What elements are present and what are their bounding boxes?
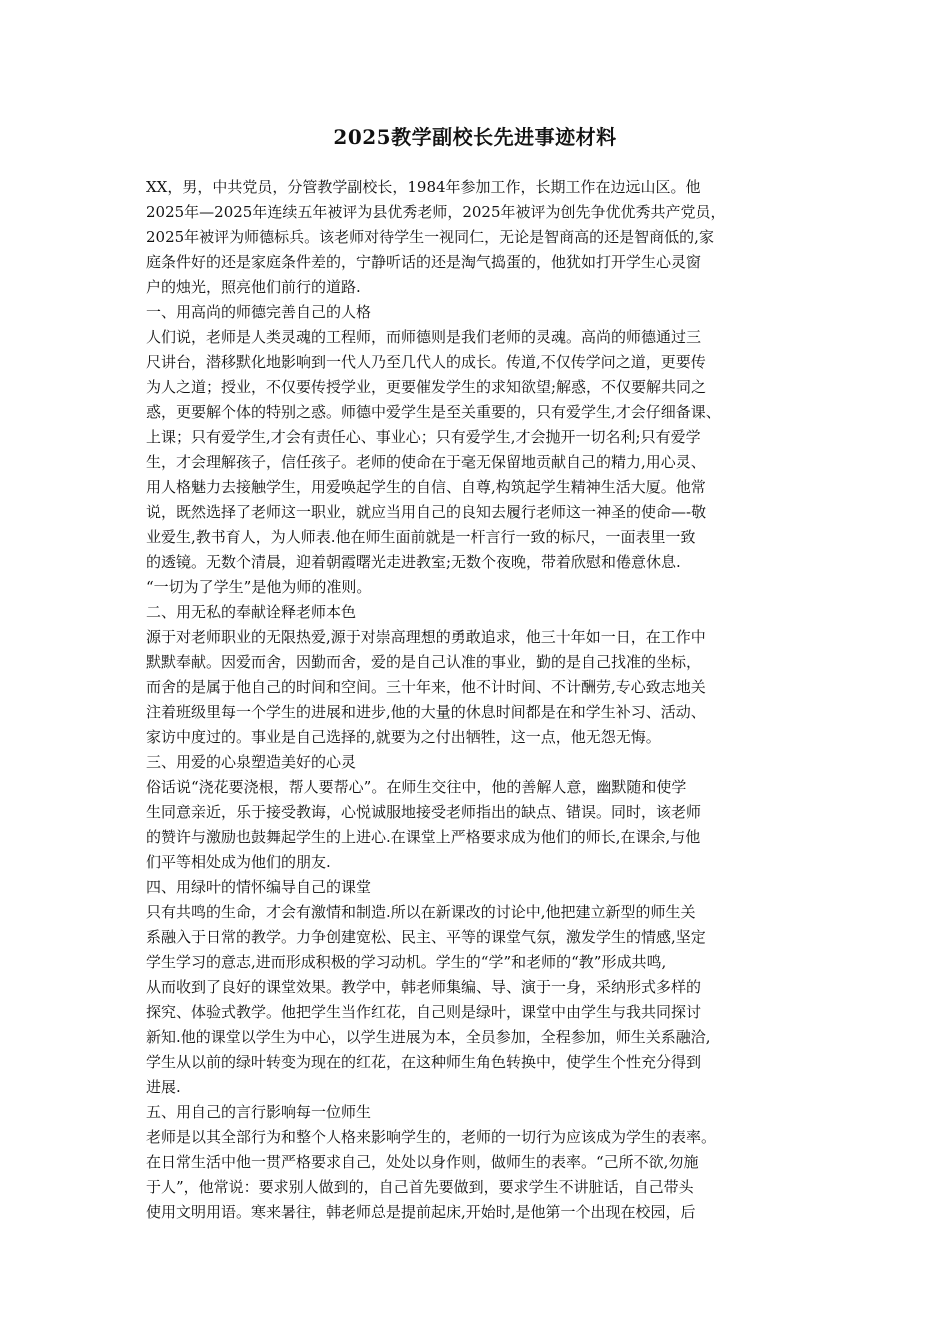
body-line: 2025年被评为师德标兵。该老师对待学生一视同仁，无论是智商高的还是智商低的,家 (146, 228, 714, 246)
body-line: 尺讲台，潜移默化地影响到一代人乃至几代人的成长。传道,不仅传学问之道，更要传 (146, 353, 706, 371)
body-line: 一、用高尚的师德完善自己的人格 (146, 303, 372, 321)
document-body (146, 175, 810, 1225)
body-line: 默默奉献。因爱而舍，因勤而舍，爱的是自己认准的事业，勤的是自己找准的坐标， (146, 653, 702, 671)
body-line: “一切为了学生”是他为师的准则。 (146, 578, 372, 596)
body-line: 人们说，老师是人类灵魂的工程师，而师德则是我们老师的灵魂。高尚的师德通过三 (146, 328, 702, 346)
body-line: XX，男，中共党员，分管教学副校长，1984年参加工作，长期工作在边远山区。他 (146, 178, 701, 196)
body-line: 新知.他的课堂以学生为中心，以学生进展为本，全员参加，全程参加，师生关系融洽, (146, 1028, 711, 1046)
body-line: 们平等相处成为他们的朋友. (146, 853, 331, 871)
body-line: 为人之道；授业，不仅要传授学业，更要催发学生的求知欲望;解惑，不仅要解共同之 (146, 378, 707, 396)
body-line: 生同意亲近，乐于接受教诲，心悦诚服地接受老师指出的缺点、错误。同时，该老师 (146, 803, 702, 821)
body-line: 从而收到了良好的课堂效果。教学中，韩老师集编、导、演于一身，采纳形式多样的 (146, 978, 702, 996)
document-title: 2025教学副校长先进事迹材料 (333, 125, 617, 149)
body-line: 学生从以前的绿叶转变为现在的红花，在这种师生角色转换中，使学生个性充分得到 (146, 1053, 702, 1071)
body-line: 进展. (146, 1078, 181, 1096)
body-line: 庭条件好的还是家庭条件差的，宁静听话的还是淘气捣蛋的，他犹如打开学生心灵窗 (146, 253, 702, 271)
body-line: 业爱生,教书育人，为人师表.他在师生面前就是一杆言行一致的标尺，一面表里一致 (146, 528, 696, 546)
body-line: 系融入于日常的教学。力争创建宽松、民主、平等的课堂气氛，激发学生的情感,坚定 (146, 928, 706, 946)
body-line: 源于对老师职业的无限热爱,源于对崇高理想的勇敢追求，他三十年如一日，在工作中 (146, 628, 706, 646)
body-line: 五、用自己的言行影响每一位师生 (146, 1103, 372, 1121)
body-line: 使用文明用语。寒来暑往，韩老师总是提前起床,开始时,是他第一个出现在校园，后 (146, 1203, 696, 1221)
body-line: 说，既然选择了老师这一职业，就应当用自己的良知去履行老师这一神圣的使命—-敬 (146, 503, 707, 521)
body-line: 四、用绿叶的情怀编导自己的课堂 (146, 878, 372, 896)
body-line: 用人格魅力去接触学生，用爱唤起学生的自信、自尊,构筑起学生精神生活大厦。他常 (146, 478, 706, 496)
body-line: 注着班级里每一个学生的进展和进步,他的大量的休息时间都是在和学生补习、活动、 (146, 703, 706, 721)
body-line: 上课；只有爱学生,才会有责任心、事业心；只有爱学生,才会抛开一切名利;只有爱学 (146, 428, 701, 446)
body-line: 老师是以其全部行为和整个人格来影响学生的，老师的一切行为应该成为学生的表率。 (146, 1128, 717, 1146)
body-line: 俗话说“浇花要浇根，帮人要帮心”。在师生交往中，他的善解人意，幽默随和使学 (146, 778, 687, 796)
body-line: 的透镜。无数个清晨，迎着朝霞曙光走进教室;无数个夜晚，带着欣慰和倦意休息. (146, 553, 681, 571)
body-line: 在日常生活中他一贯严格要求自己，处处以身作则，做师生的表率。“己所不欲,勿施 (146, 1153, 699, 1171)
body-line: 而舍的是属于他自己的时间和空间。三十年来，他不计时间、不计酬劳,专心致志地关 (146, 678, 706, 696)
body-line: 生，才会理解孩子，信任孩子。老师的使命在于毫无保留地贡献自己的精力,用心灵、 (146, 453, 706, 471)
body-line: 家访中度过的。事业是自己选择的,就要为之付出牺牲，这一点，他无怨无悔。 (146, 728, 661, 746)
body-line: 探究、体验式教学。他把学生当作红花，自己则是绿叶，课堂中由学生与我共同探讨 (146, 1003, 702, 1021)
body-line: 学生学习的意志,进而形成积极的学习动机。学生的“学”和老师的“教”形成共鸣, (146, 953, 667, 971)
body-line: 只有共鸣的生命，才会有激情和制造.所以在新课改的讨论中,他把建立新型的师生关 (146, 903, 696, 921)
body-line: 惑，更要解个体的特别之惑。师德中爱学生是至关重要的，只有爱学生,才会仔细备课、 (146, 403, 721, 421)
body-line: 于人”，他常说：要求别人做到的，自己首先要做到，要求学生不讲脏话，自己带头 (146, 1178, 694, 1196)
body-line: 2025年—2025年连续五年被评为县优秀老师，2025年被评为创先争优优秀共产党员， (146, 203, 726, 221)
body-line: 二、用无私的奉献诠释老师本色 (146, 603, 357, 621)
body-line: 三、用爱的心泉塑造美好的心灵 (146, 753, 357, 771)
body-line: 户的烛光，照亮他们前行的道路. (146, 278, 361, 296)
body-line: 的赞许与激励也鼓舞起学生的上进心.在课堂上严格要求成为他们的师长,在课余,与他 (146, 828, 701, 846)
